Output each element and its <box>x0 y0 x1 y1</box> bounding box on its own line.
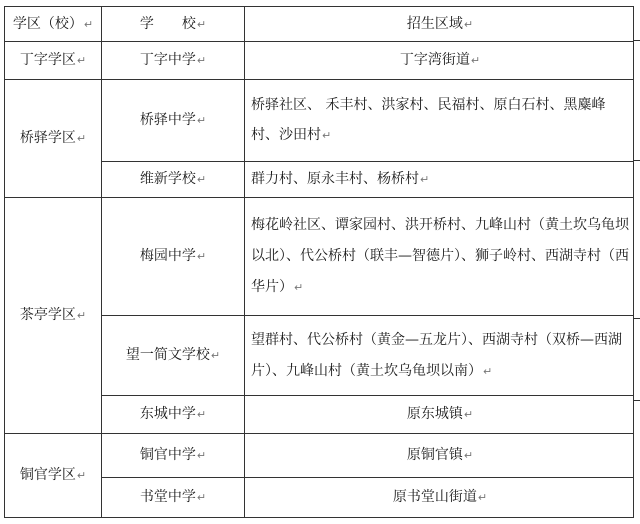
paragraph-mark-icon: ↵ <box>322 129 332 142</box>
school-cell <box>102 162 245 198</box>
school-label: 东城中学 <box>139 406 196 422</box>
paragraph-mark-icon: ↵ <box>463 17 474 31</box>
paragraph-mark-icon: ↵ <box>196 114 207 127</box>
header-district <box>5 7 102 42</box>
paragraph-mark-icon: ↵ <box>196 408 207 421</box>
school-label: 书堂中学 <box>139 489 196 505</box>
row-tick <box>634 160 640 161</box>
table-row <box>5 42 634 80</box>
area-text: 桥驿社区、 禾丰村、洪家村、民福村、原白石村、黑麋峰村、沙田村 <box>251 97 606 143</box>
area-text: 原书堂山街道 <box>392 489 477 505</box>
paragraph-mark-icon: ↵ <box>470 54 481 67</box>
paragraph-mark-icon: ↵ <box>196 173 207 186</box>
area-cell <box>245 42 634 80</box>
row-tick <box>634 40 640 41</box>
school-label: 桥驿中学 <box>139 112 196 128</box>
area-cell <box>245 434 634 478</box>
school-cell <box>102 198 245 316</box>
area-text: 丁字湾街道 <box>399 52 470 68</box>
area-text: 望群村、代公桥村（黄金—五龙片）、西湖寺村（双桥—西湖片）、九峰山村（黄土坎乌龟坝以南） <box>251 331 622 379</box>
school-cell <box>102 316 245 396</box>
area-cell <box>245 478 634 518</box>
district-cell <box>5 42 102 80</box>
school-label: 丁字中学 <box>139 52 196 68</box>
row-tick <box>634 318 640 319</box>
area-cell <box>245 396 634 434</box>
paragraph-mark-icon: ↵ <box>76 54 87 67</box>
area-cell <box>245 316 634 396</box>
district-label: 茶亭学区 <box>19 307 76 323</box>
paragraph-mark-icon: ↵ <box>196 449 207 462</box>
paragraph-mark-icon: ↵ <box>463 449 474 462</box>
table-row <box>5 198 634 316</box>
paragraph-mark-icon: ↵ <box>76 132 87 145</box>
paragraph-mark-icon: ↵ <box>196 54 207 67</box>
school-label: 铜官中学 <box>139 447 196 463</box>
paragraph-mark-icon: ↵ <box>196 17 207 31</box>
table-header-row <box>5 7 634 42</box>
school-label: 梅园中学 <box>139 248 196 264</box>
paragraph-mark-icon: ↵ <box>76 469 87 482</box>
area-cell <box>245 198 634 316</box>
district-label: 丁字学区 <box>19 52 76 68</box>
school-cell <box>102 42 245 80</box>
school-cell <box>102 478 245 518</box>
paragraph-mark-icon: ↵ <box>83 17 94 31</box>
area-text: 原铜官镇 <box>406 447 463 463</box>
paragraph-mark-icon: ↵ <box>420 173 430 186</box>
school-cell <box>102 396 245 434</box>
header-school-label-a: 学 <box>139 15 154 32</box>
header-school <box>102 7 245 42</box>
paragraph-mark-icon: ↵ <box>196 250 207 263</box>
paragraph-mark-icon: ↵ <box>210 349 221 362</box>
district-label: 桥驿学区 <box>19 130 76 146</box>
area-text: 梅花岭社区、谭家园村、洪开桥村、九峰山村（黄土坎乌龟坝以北）、代公桥村（联丰—智德片）、狮子岭村、西湖寺村（西华片） <box>251 217 629 295</box>
paragraph-mark-icon: ↵ <box>196 491 207 504</box>
area-cell <box>245 80 634 162</box>
district-cell <box>5 434 102 518</box>
school-cell <box>102 434 245 478</box>
table-row <box>5 80 634 162</box>
paragraph-mark-icon: ↵ <box>294 281 304 294</box>
paragraph-mark-icon: ↵ <box>477 491 488 504</box>
header-area-label: 招生区域 <box>406 15 463 32</box>
school-label: 望一简文学校 <box>125 347 210 363</box>
school-label: 维新学校 <box>139 171 196 187</box>
header-district-label: 学区（校） <box>12 15 83 32</box>
header-area <box>245 7 634 42</box>
area-cell <box>245 162 634 198</box>
row-tick <box>634 400 640 401</box>
table-row <box>5 434 634 478</box>
district-cell <box>5 198 102 434</box>
district-cell <box>5 80 102 198</box>
enrollment-table <box>4 6 634 518</box>
paragraph-mark-icon: ↵ <box>463 408 474 421</box>
paragraph-mark-icon: ↵ <box>483 364 493 378</box>
district-label: 铜官学区 <box>19 467 76 483</box>
area-text: 群力村、原永丰村、杨桥村 <box>251 171 419 187</box>
header-school-label-b: 校 <box>181 15 196 32</box>
area-text: 原东城镇 <box>406 406 463 422</box>
school-cell <box>102 80 245 162</box>
paragraph-mark-icon: ↵ <box>76 309 87 322</box>
